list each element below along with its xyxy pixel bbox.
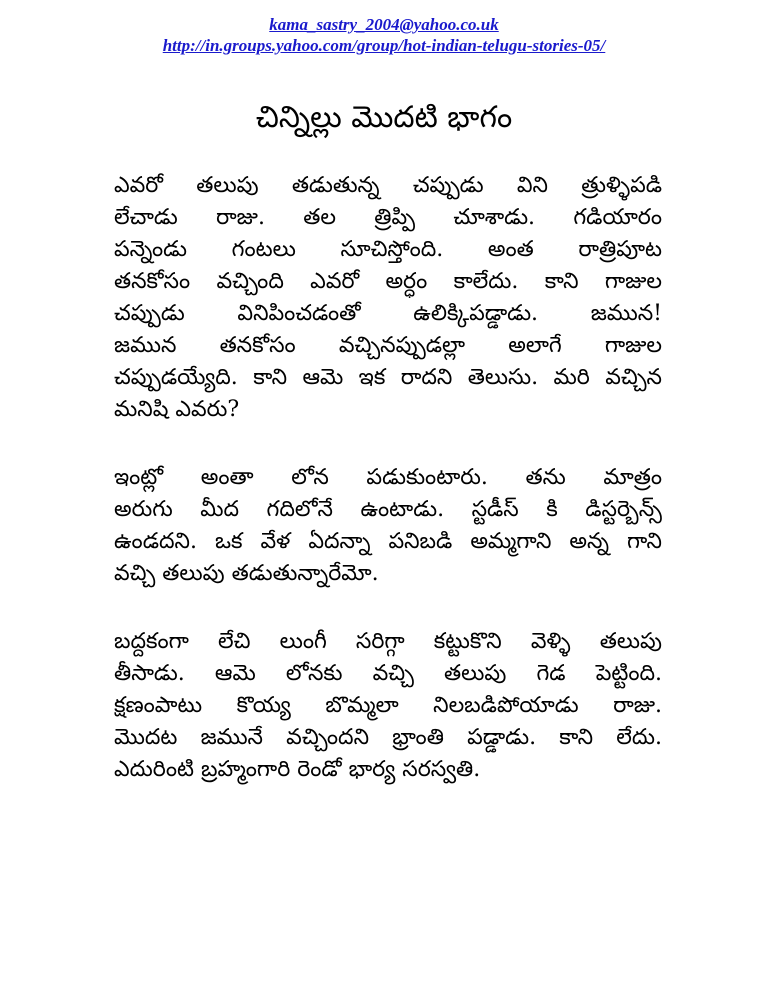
text-line: వచ్చి తలుపు తడుతున్నారేమో. (114, 561, 379, 586)
group-url-link[interactable]: http://in.groups.yahoo.com/group/hot-indian-telugu-stories-05/ (162, 36, 606, 55)
author-email-link[interactable]: kama_sastry_2004@yahoo.co.uk (269, 15, 499, 34)
text-line: ఎదురింటి బ్రహ్మంగారి రెండో భార్య సరస్వతి. (114, 757, 481, 782)
text-line: చప్పుడు వినిపించడంతో ఉలిక్కిపడ్డాడు. జమున! (114, 301, 662, 326)
document-header (0, 14, 768, 56)
text-line: మనిషి ఎవరు? (114, 397, 240, 422)
text-line: అరుగు మీద గదిలోనే ఉంటాడు. స్టడీస్ కి డిస్టర్బెన్స్ (114, 497, 662, 522)
text-line: బద్దకంగా లేచి లుంగీ సరిగ్గా కట్టుకొని వెళ్ళి తలుపు (114, 629, 662, 654)
text-line: తీసాడు. ఆమె లోనకు వచ్చి తలుపు గెడ పెట్టింది. (114, 661, 662, 686)
text-line: ఇంట్లో అంతా లోన పడుకుంటారు. తను మాత్రం (114, 465, 662, 490)
text-line: ఎవరో తలుపు తడుతున్న చప్పుడు విని త్రుళ్ళిపడి (114, 173, 662, 198)
text-line: ఉండదని. ఒక వేళ ఏదన్నా పనిబడి అమ్మగాని అన్న గాని (114, 529, 662, 554)
text-line: చప్పుడయ్యేది. కాని ఆమె ఇక రాదని తెలుసు. మరి వచ్చిన (114, 365, 662, 390)
text-line: మొదట జమునే వచ్చిందని భ్రాంతి పడ్డాడు. కాని లేదు. (114, 725, 662, 750)
paragraph-2 (114, 462, 662, 590)
text-line: జమున తనకోసం వచ్చినప్పుడల్లా అలాగే గాజుల (114, 333, 662, 358)
text-line: పన్నెండు గంటలు సూచిస్తోంది. అంత రాత్రిపూట (114, 237, 662, 262)
text-line: క్షణంపాటు కొయ్య బొమ్మలా నిలబడిపోయాడు రాజు. (114, 693, 662, 718)
text-line: లేచాడు రాజు. తల త్రిప్పి చూశాడు. గడియారం (114, 205, 662, 230)
story-title: చిన్నిల్లు మొదటి భాగం (255, 100, 513, 135)
text-line: తనకోసం వచ్చింది ఎవరో అర్ధం కాలేదు. కాని గాజుల (114, 269, 662, 294)
paragraph-1 (114, 170, 662, 426)
story-body (114, 170, 662, 822)
paragraph-3 (114, 626, 662, 786)
